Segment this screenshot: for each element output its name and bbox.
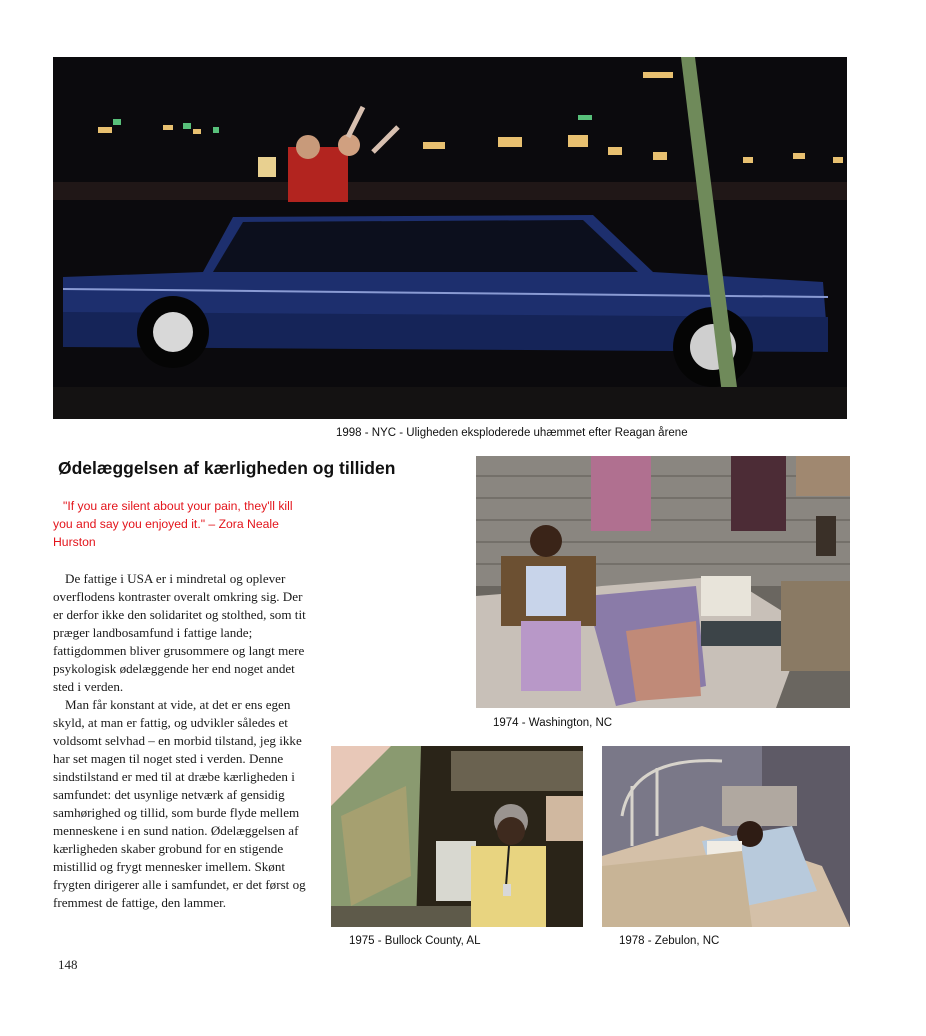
photo-nyc-caption: 1998 - NYC - Uligheden eksploderede uhæmmet efter Reagan årene — [336, 427, 688, 439]
photo-bullock-caption: 1975 - Bullock County, AL — [349, 935, 481, 947]
photo-zebulon — [602, 746, 850, 927]
article-paragraph-2: Man får konstant at vide, at det er ens egen skyld, at man er fattig, og udvikler således et voldsomt selvhad – en morbid tilstand, jeg ikke har set magen til noget sted i verden. Denne sindstilstand er med til at dræbe kærligheden i samfundet: det usynlige netværk af gensidig samhørighed og tillid, som burde flyde mellem menneskene i en sund nation. Ødelæggelsen af kærligheden skaber grobund for en stigende mistillid og frygt mennesker imellem. Skønt frygten dirigerer alle i samfundet, er det først og fremmest de fattige, den lammer. — [53, 697, 306, 910]
photo-zebulon-caption: 1978 - Zebulon, NC — [619, 935, 720, 947]
article-paragraph-1: De fattige i USA er i mindretal og oplever overflodens kontraster overalt omkring sig. Der er derfor ikke den solidaritet og stolthed, som tit præger landbosamfund i fattige lande; fattigdommen bliver grusommere og langt mere psykologisk ødelæggende her end noget andet sted i verden. — [53, 571, 306, 694]
photo-washington — [476, 456, 850, 708]
photo-nyc-limousine — [53, 57, 847, 419]
article-quote: "If you are silent about your pain, they'll kill you and say you enjoyed it." – Zora Neale Hurston — [53, 499, 293, 549]
article-heading: Ødelæggelsen af kærligheden og tilliden — [58, 458, 396, 478]
article-body — [53, 570, 315, 912]
photo-washington-caption: 1974 - Washington, NC — [493, 717, 613, 729]
page-number: 148 — [58, 957, 78, 972]
photo-bullock — [331, 746, 583, 927]
